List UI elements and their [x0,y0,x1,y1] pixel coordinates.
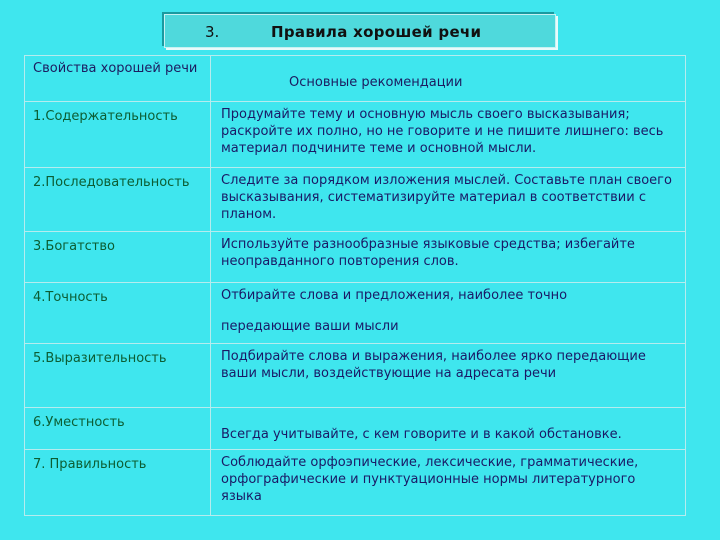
recommendation-line: Отбирайте слова и предложения, наиболее точно [221,288,568,303]
recommendation-line: передающие ваши мысли [221,319,399,334]
property-cell: 2.Последовательность [25,168,211,232]
slide-title: Правила хорошей речи [271,23,482,41]
slide-number: 3. [205,23,220,41]
property-cell: 6.Уместность [25,408,211,450]
table-row [25,283,686,344]
recommendation-cell: Используйте разнообразные языковые средства; избегайте неоправданного повторения слов. [211,232,686,283]
recommendation-cell: Подбирайте слова и выражения, наиболее ярко передающие ваши мысли, воздействующие на адресата речи [211,344,686,408]
recommendation-cell: Следите за порядком изложения мыслей. Составьте план своего высказывания, систематизируйте материал в соответствии с планом. [211,168,686,232]
speech-rules-table [24,55,686,516]
recommendation-cell: Всегда учитывайте, с кем говорите и в какой обстановке. [211,408,686,450]
recommendation-cell [211,283,686,344]
property-cell: 4.Точность [25,283,211,344]
header-properties: Свойства хорошей речи [25,56,211,102]
property-cell: 3.Богатство [25,232,211,283]
table-row [25,450,686,516]
property-cell: 5.Выразительность [25,344,211,408]
table-row [25,408,686,450]
table-row [25,232,686,283]
slide-title-box [164,14,556,48]
property-cell: 7. Правильность [25,450,211,516]
table-row [25,102,686,168]
table-row [25,168,686,232]
recommendation-cell: Продумайте тему и основную мысль своего высказывания; раскройте их полно, но не говорите и не пишите лишнего: весь материал подчините теме и основной мысли. [211,102,686,168]
table-row [25,344,686,408]
recommendation-cell: Соблюдайте орфоэпические, лексические, грамматические, орфографические и пунктуационные нормы литературного языка [211,450,686,516]
property-cell: 1.Содержательность [25,102,211,168]
table-header-row [25,56,686,102]
header-recommendations: Основные рекомендации [211,56,686,102]
